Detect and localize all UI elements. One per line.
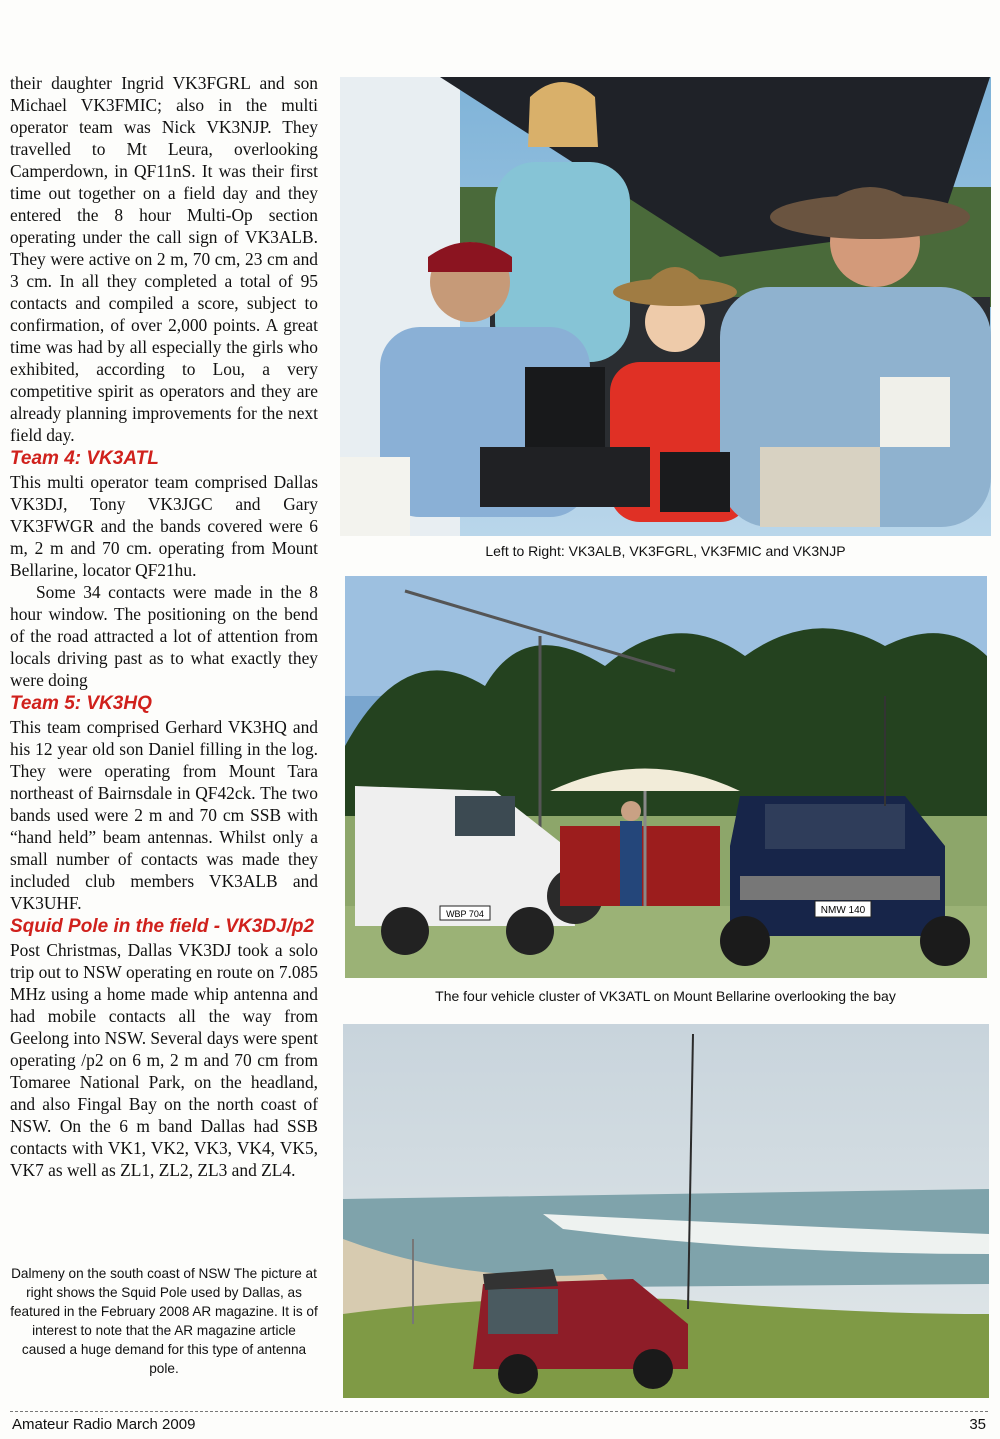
heading-team5: Team 5: VK3HQ bbox=[10, 693, 152, 714]
photo2-caption: The four vehicle cluster of VK3ATL on Mount Bellarine overlooking the bay bbox=[435, 988, 896, 1004]
plate-right: NMW 140 bbox=[820, 905, 866, 916]
photo1-caption: Left to Right: VK3ALB, VK3FGRL, VK3FMIC and VK3NJP bbox=[485, 543, 846, 559]
page-number: 35 bbox=[969, 1416, 986, 1433]
heading-team4: Team 4: VK3ATL bbox=[10, 448, 159, 469]
paragraph-team4: This multi operator team comprised Dallas VK3DJ, Tony VK3JGC and Gary VK3FWGR and the bands covered were 6 m, 2 m and 70 cm. operating from Mount Bellarine, locator QF21hu. bbox=[10, 472, 318, 580]
photo-operators bbox=[340, 77, 991, 536]
paragraph-team3-cont: their daughter Ingrid VK3FGRL and son Michael VK3FMIC; also in the multi operator team was Nick VK3NJP. They travelled to Mt Leura, overlooking Camperdown, in QF11nS. It was their first time out together on a field day and they entered the 8 hour Multi-Op section operating under the call sign of VK3ALB. They were active on 2 m, 70 cm, 23 cm and 3 cm. In all they completed a total of 95 contacts and compiled a score, subject to confirmation, of over 2,000 points. A great time was had by all especially the girls who exhibited, according to Lou, a very competitive spirit as operators and they are already planning improvements for the next field day. bbox=[10, 73, 318, 445]
photo-vehicle-cluster bbox=[345, 576, 987, 978]
paragraph-squid-pole: Post Christmas, Dallas VK3DJ took a solo trip out to NSW operating en route on 7.085 MHz using a home made whip antenna and had mobile contacts all the way from Geelong into NSW. Several days were spent operating /p2 on 6 m, 2 m and 70 cm from Tomaree National Park, on the headland, and also Fingal Bay on the north coast of NSW. On the 6 m band Dallas had SSB contacts with VK1, VK2, VK3, VK4, VK5, VK7 as well as ZL1, ZL2, ZL3 and ZL4. bbox=[10, 940, 318, 1180]
paragraph-team5: This team comprised Gerhard VK3HQ and his 12 year old son Daniel filling in the log. They were operating from Mount Tara northeast of Bairnsdale in QF42ck. The two bands used were 2 m and 70 cm SSB with “hand held” beam antennas. Whilst only a small number of contacts was made they included club members VK3ALB and VK3UHF. bbox=[10, 717, 318, 913]
footer-divider bbox=[10, 1411, 988, 1412]
photo-squid-pole-beach bbox=[343, 1024, 989, 1398]
publication-title: Amateur Radio March 2009 bbox=[12, 1416, 196, 1433]
plate-left: WBP 704 bbox=[446, 909, 484, 919]
paragraph-team4-contacts: Some 34 contacts were made in the 8 hour window. The positioning on the bend of the road attracted a lot of attention from locals driving past as to what exactly they were doing bbox=[10, 582, 318, 690]
heading-squid-pole: Squid Pole in the field - VK3DJ/p2 bbox=[10, 916, 315, 937]
page-footer bbox=[0, 1408, 1000, 1439]
photo3-caption: Dalmeny on the south coast of NSW The picture at right shows the Squid Pole used by Dallas, as featured in the February 2008 AR magazine. It is of interest to note that the AR magazine article caused a huge demand for this type of antenna pole. bbox=[10, 1266, 318, 1376]
article-text-column bbox=[10, 72, 318, 1181]
